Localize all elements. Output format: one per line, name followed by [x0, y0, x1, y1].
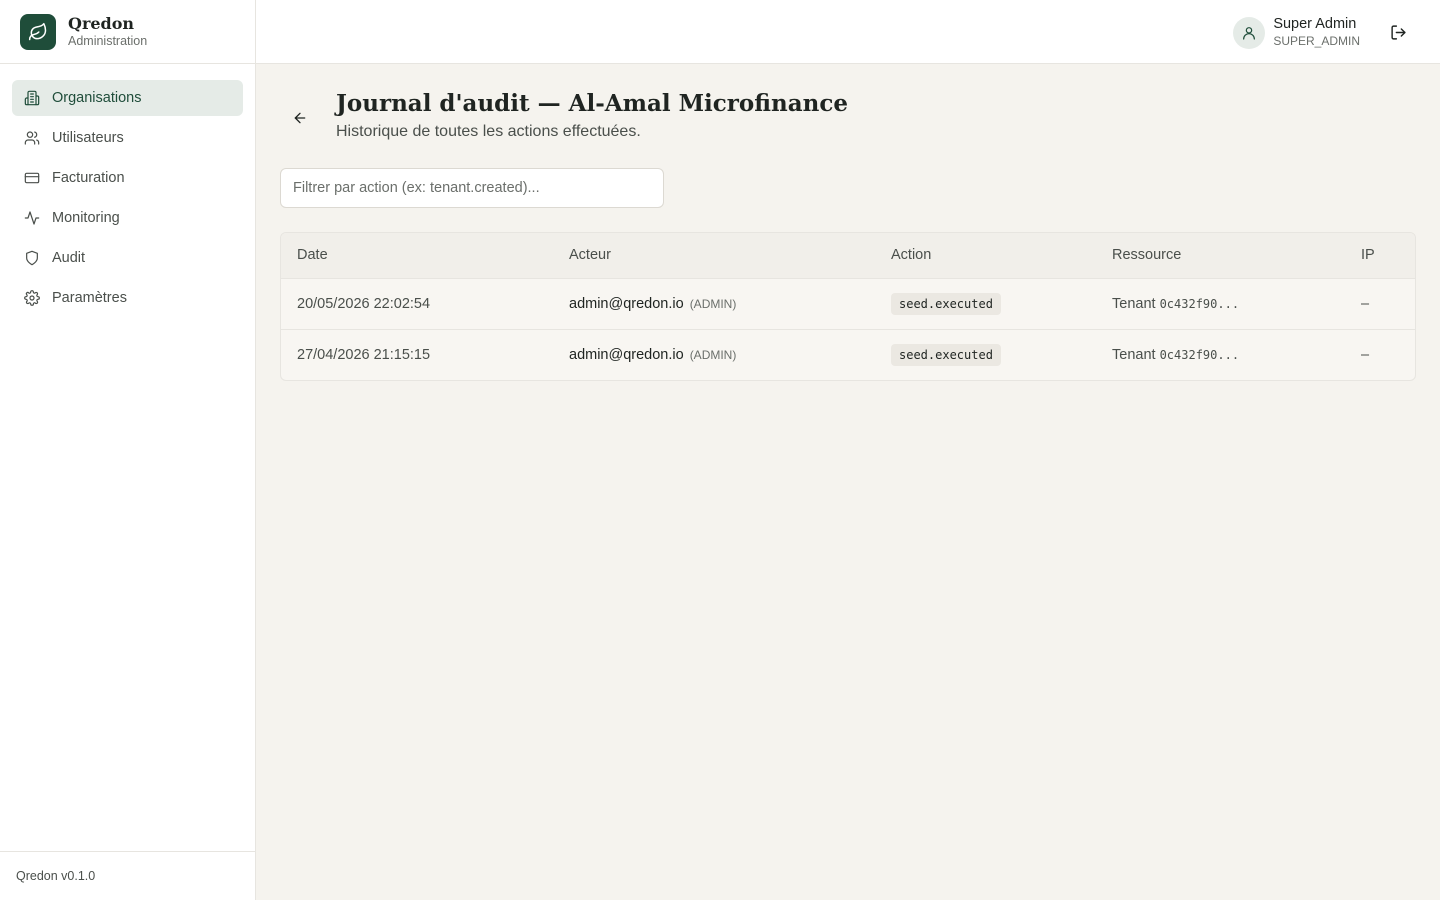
gear-icon: [24, 290, 40, 306]
logout-button[interactable]: [1388, 22, 1408, 42]
table-row: [281, 329, 1415, 380]
sidebar-item-parametres[interactable]: [12, 280, 243, 316]
arrow-left-icon: [292, 110, 308, 126]
cell-ip: –: [1361, 295, 1370, 312]
column-header-resource: Ressource: [1096, 233, 1345, 278]
leaf-logo-icon: [20, 14, 56, 50]
sidebar: [0, 0, 256, 900]
shield-icon: [24, 250, 40, 266]
table-row: [281, 278, 1415, 329]
resource-id: 0c432f90...: [1159, 347, 1240, 362]
building-icon: [24, 90, 40, 106]
resource-type: Tenant: [1112, 346, 1156, 363]
sidebar-nav: [0, 64, 255, 336]
action-badge: seed.executed: [891, 293, 1001, 315]
audit-table: [280, 232, 1416, 381]
sidebar-item-facturation[interactable]: [12, 160, 243, 196]
cell-date: 27/04/2026 21:15:15: [297, 346, 431, 363]
filter-input[interactable]: [280, 168, 664, 208]
action-badge: seed.executed: [891, 344, 1001, 366]
cell-resource: [1096, 278, 1345, 329]
cell-actor: [553, 278, 875, 329]
user-name: Super Admin: [1273, 16, 1357, 32]
column-header-ip: IP: [1345, 233, 1415, 278]
actor-role: (ADMIN): [689, 347, 737, 362]
sidebar-item-label: Utilisateurs: [52, 130, 124, 146]
actor-email: admin@qredon.io: [569, 346, 684, 363]
user-menu[interactable]: [1233, 16, 1360, 50]
column-header-actor: Acteur: [553, 233, 875, 278]
activity-icon: [24, 210, 40, 226]
cell-resource: [1096, 329, 1345, 380]
page-title: Journal d'audit — Al-Amal Microfinance: [336, 90, 848, 117]
cell-action: [875, 329, 1096, 380]
avatar: [1233, 17, 1265, 49]
table-header-row: [281, 233, 1415, 278]
cell-date: 20/05/2026 22:02:54: [297, 295, 431, 312]
sidebar-item-organisations[interactable]: [12, 80, 243, 116]
sidebar-item-label: Paramètres: [52, 290, 127, 306]
credit-card-icon: [24, 170, 40, 186]
page-subtitle: Historique de toutes les actions effectuées.: [336, 123, 641, 140]
back-button[interactable]: [288, 106, 312, 130]
cell-ip: –: [1361, 346, 1370, 363]
actor-email: admin@qredon.io: [569, 295, 684, 312]
version-label: Qredon v0.1.0: [0, 851, 255, 900]
sidebar-item-label: Facturation: [52, 170, 125, 186]
cell-action: [875, 278, 1096, 329]
sidebar-item-monitoring[interactable]: [12, 200, 243, 236]
column-header-action: Action: [875, 233, 1096, 278]
cell-actor: [553, 329, 875, 380]
brand: [0, 0, 255, 64]
brand-name: Qredon: [68, 13, 135, 33]
resource-type: Tenant: [1112, 295, 1156, 312]
sidebar-item-label: Organisations: [52, 90, 142, 106]
topbar: [256, 0, 1440, 64]
user-role: SUPER_ADMIN: [1273, 34, 1360, 48]
sidebar-item-audit[interactable]: [12, 240, 243, 276]
actor-role: (ADMIN): [689, 296, 737, 311]
users-icon: [24, 130, 40, 146]
sidebar-item-label: Audit: [52, 250, 86, 266]
logout-icon: [1390, 24, 1407, 41]
sidebar-item-label: Monitoring: [52, 210, 120, 226]
sidebar-item-utilisateurs[interactable]: [12, 120, 243, 156]
user-icon: [1241, 25, 1257, 41]
brand-subtitle: Administration: [68, 33, 148, 48]
column-header-date: Date: [281, 233, 553, 278]
resource-id: 0c432f90...: [1159, 296, 1240, 311]
